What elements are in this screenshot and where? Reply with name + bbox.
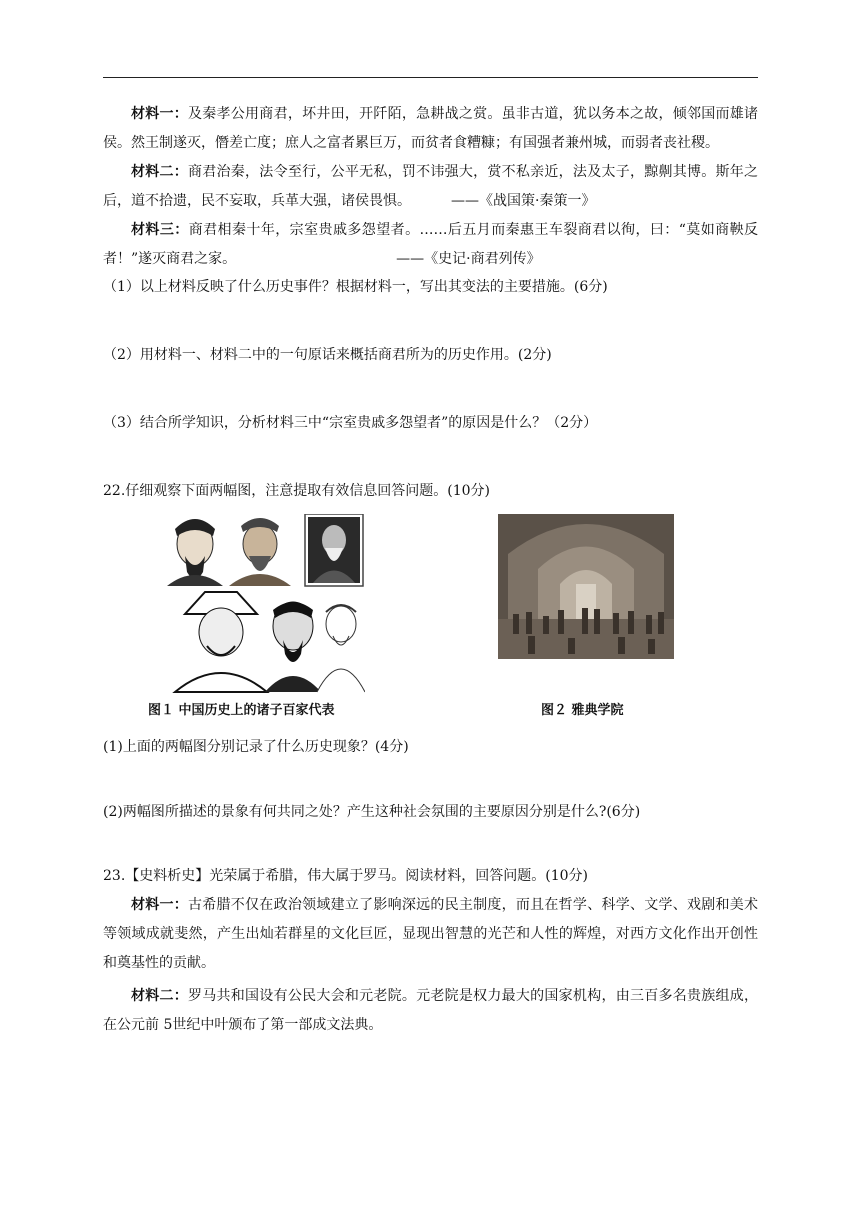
material-3-label: 材料三： bbox=[131, 222, 189, 238]
material-1-text: 及秦孝公用商君，坏井田，开阡陌，急耕战之赏。虽非古道，犹以务本之故，倾邻国而雄诸侯。然王制遂灭，僭差亡度；庶人之富者累巨万，而贫者食糟糠；有国强者兼州城，而弱者丧社稷。 bbox=[103, 106, 759, 151]
q23-material-2-label: 材料二： bbox=[131, 988, 189, 1004]
q21-sub-1: （1）以上材料反映了什么历史事件？根据材料一，写出其变法的主要措施。(6分) bbox=[103, 279, 608, 295]
q21-sub-2: （2）用材料一、材料二中的一句原话来概括商君所为的历史作用。(2分) bbox=[103, 347, 552, 363]
material-2 bbox=[103, 158, 758, 216]
figure-1-portraits bbox=[165, 514, 365, 694]
q23-material-1-text: 古希腊不仅在政治领域建立了影响深远的民主制度，而且在哲学、科学、文学、戏剧和美术等领域成就斐然，产生出灿若群星的文化巨匠，显现出智慧的光芒和人性的辉煌，对西方文化作出开创性和奠基性的贡献。 bbox=[103, 897, 759, 971]
material-1 bbox=[103, 100, 758, 158]
figure-1-caption: 图１ 中国历史上的诸子百家代表 bbox=[148, 703, 335, 718]
q22-sub-1: (1)上面的两幅图分别记录了什么历史现象？(4分) bbox=[103, 739, 409, 755]
q23-material-1-label: 材料一： bbox=[131, 897, 189, 913]
q22-figures bbox=[103, 514, 758, 724]
q23-material-2 bbox=[103, 982, 758, 1040]
material-2-label: 材料二： bbox=[131, 164, 189, 180]
q22-title: 22.仔细观察下面两幅图，注意提取有效信息回答问题。(10分) bbox=[103, 483, 491, 499]
material-2-text: 商君治秦，法令至行，公平无私，罚不讳强大，赏不私亲近，法及太子，黥劓其博。斯年之后，道不拾遗，民不妄取，兵革大强，诸侯畏惧。 bbox=[103, 164, 759, 209]
portrait-1 bbox=[167, 519, 223, 586]
q23-material-2-text: 罗马共和国设有公民大会和元老院。元老院是权力最大的国家机构，由三百多名贵族组成，在公元前 5世纪中叶颁布了第一部成文法典。 bbox=[103, 988, 759, 1033]
q21-sub-3: （3）结合所学知识，分析材料三中“宗室贵戚多怨望者”的原因是什么？（2分） bbox=[103, 415, 598, 431]
material-3 bbox=[103, 216, 758, 274]
material-3-text: 商君相秦十年，宗室贵戚多怨望者。……后五月而秦惠王车裂商君以徇，曰：“莫如商鞅反者！”遂灭商君之家。 bbox=[103, 222, 759, 267]
figure-2-school-of-athens bbox=[498, 514, 674, 659]
material-1-label: 材料一： bbox=[131, 106, 189, 122]
figure-2-caption: 图２ 雅典学院 bbox=[541, 703, 624, 718]
q23-title: 23.【史料析史】光荣属于希腊，伟大属于罗马。阅读材料，回答问题。(10分) bbox=[103, 868, 589, 884]
header-rule bbox=[103, 77, 758, 78]
portrait-4 bbox=[175, 592, 267, 692]
material-3-source: ——《史记·商君列传》 bbox=[396, 251, 541, 267]
q23-material-1 bbox=[103, 891, 758, 978]
material-2-source: ——《战国策·秦策一》 bbox=[451, 193, 596, 209]
portrait-3 bbox=[308, 517, 360, 583]
portrait-6 bbox=[317, 605, 365, 692]
portrait-2 bbox=[229, 518, 291, 586]
q22-sub-2: (2)两幅图所描述的景象有何共同之处？产生这种社会氛围的主要原因分别是什么?(6分) bbox=[103, 804, 641, 820]
exam-page bbox=[103, 100, 758, 1040]
portrait-5 bbox=[265, 602, 321, 692]
